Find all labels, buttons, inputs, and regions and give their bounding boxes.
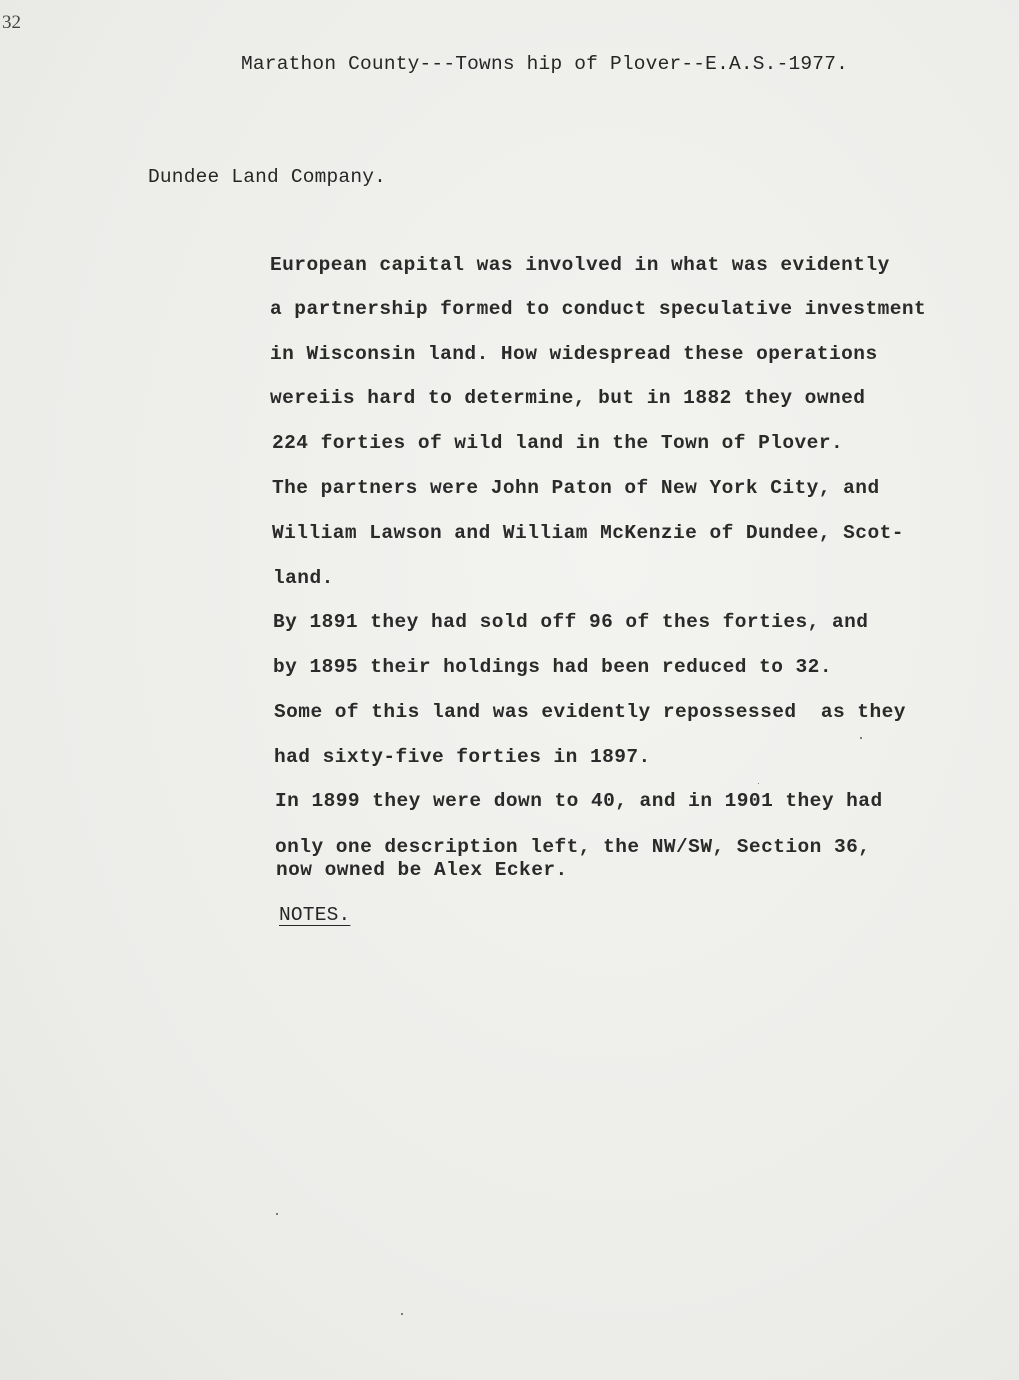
body-line: had sixty-five forties in 1897. — [274, 746, 651, 768]
page-number: 32 — [2, 12, 21, 33]
body-line: a partnership formed to conduct speculative investment — [270, 298, 927, 320]
body-line: in Wisconsin land. How widespread these operations — [270, 343, 878, 365]
section-title: Dundee Land Company. — [148, 166, 387, 188]
body-line: now owned be Alex Ecker. — [276, 859, 568, 881]
ink-speck — [860, 737, 862, 739]
ink-speck — [401, 1313, 403, 1315]
ink-speck — [758, 783, 759, 784]
body-line: only one description left, the NW/SW, Section 36, — [275, 836, 871, 858]
body-line: By 1891 they had sold off 96 of thes forties, and — [273, 611, 869, 633]
body-line: In 1899 they were down to 40, and in 1901 they had — [275, 790, 883, 812]
body-line: by 1895 their holdings had been reduced to 32. — [273, 656, 832, 678]
body-line: 224 forties of wild land in the Town of Plover. — [272, 432, 844, 454]
body-line: Some of this land was evidently repossessed as they — [274, 701, 906, 723]
body-line: The partners were John Paton of New York City, and — [272, 477, 880, 499]
notes-heading: NOTES. — [279, 904, 351, 926]
body-line: wereiis hard to determine, but in 1882 they owned — [270, 387, 866, 409]
page-header: Marathon County---Towns hip of Plover--E.A.S.-1977. — [241, 53, 848, 75]
body-line: land. — [273, 567, 334, 589]
body-line: European capital was involved in what was evidently — [270, 254, 890, 276]
ink-speck — [276, 1213, 278, 1215]
body-line: William Lawson and William McKenzie of Dundee, Scot- — [272, 522, 904, 544]
